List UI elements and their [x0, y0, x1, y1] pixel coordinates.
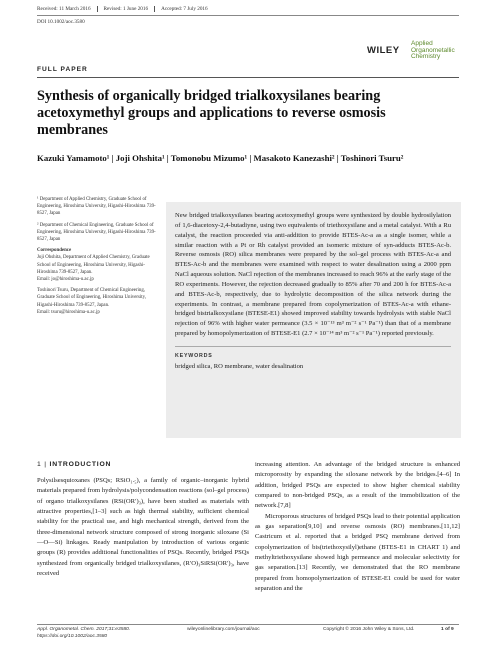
affiliations: [37, 196, 159, 320]
journal-name-line-3: Chemistry: [411, 53, 441, 60]
accepted-date: Accepted: 7 July 2016: [161, 6, 208, 13]
footer-rule: [37, 624, 459, 625]
section-rule: [37, 77, 459, 78]
correspondence-2: Toshinori Tsuru, Department of Chemical Engineering, Graduate School of Engineering, Hiroshima University, Higashi-Hiroshima 739-8527, Japan.: [37, 288, 147, 308]
received-date: Received: 11 March 2016: [37, 6, 91, 13]
intro-heading-text: INTRODUCTION: [49, 461, 112, 468]
doi[interactable]: DOI 10.1002/aoc.3580: [37, 19, 85, 25]
footer-website[interactable]: wileyonlinelibrary.com/journal/aoc: [187, 627, 260, 632]
footer-copyright: Copyright © 2016 John Wiley & Sons, Ltd.: [323, 627, 415, 632]
affiliation-1: ¹ Department of Applied Chemistry, Graduate School of Engineering, Hiroshima University, Higashi-Hiroshima 739-8527, Japan: [37, 197, 156, 217]
email-2[interactable]: Email: tsuru@hiroshima-u.ac.jp: [37, 309, 100, 315]
abstract-text: New bridged trialkoxysilanes bearing acetoxymethyl groups were synthesized by double hydrosilylation of 1,6-diacetoxy-2,4-butadiyne, using two equivalents of triethoxysilane and a metal catalyst. With a Ru catalyst, the reaction proceeded via anti-addition to provide BTES-Ac-a as a single isomer, while a similar reaction with a Pt or Rh catalyst provided an isomeric mixture of syn-adducts BTES-Ac-b. Reverse osmosis (RO) silica membranes were prepared by the sol–gel process with BTES-Ac-a and BTES-Ac-b and the membranes were examined with respect to water desalination using a 2000 ppm NaCl aqueous solution. NaCl rejection of the membranes increased to reach 96% at the early stage of the RO experiments. However, the rejection decreased gradually to 85% after 70 and 200 h for BTES-Ac-a and BTES-Ac-b, respectively, due to hydrolytic decomposition of the silica network during the experiments. In contrast, a membrane prepared from copolymerization of BTES-Ac-a with ethane-bridged bistrialkoxysilane (BTESE-E1) showed improved stability towards hydrolysis with stable NaCl rejection of 96% with higher water permeance (3.5 × 10⁻¹³ m³ m⁻² s⁻¹ Pa⁻¹) than that of a membrane prepared by homopolymerization of BTESE-E1 (2.7 × 10⁻¹⁴ m³ m⁻² s⁻¹ Pa⁻¹) reported previously.: [175, 212, 451, 338]
correspondence-1: Joji Ohshita, Department of Applied Chemistry, Graduate School of Engineering, Hiroshima University, Higashi-Hiroshima 739-8527, Japan.: [37, 255, 150, 275]
intro-heading: [37, 461, 111, 468]
correspondence-heading: Correspondence: [37, 248, 72, 254]
intro-paragraph-3: Microporous structures of bridged PSQs lead to their potential application as gas separation[9,10] and reverse osmosis (RO) membranes.[11,12] Castricum et al. reported that a bridged PSQ membrane derived from copolymerization of bis(triethoxysilyl)ethane (BTES-E1 in CHART 1) and methyltriethoxysilane showed high permeance and molecular selectivity for gas separation.[13] Recently, we demonstrated that the RO membrane prepared from homopolymerization of BTESE-E1 could be used for water separation and the: [255, 512, 460, 593]
body-column-right: [255, 460, 460, 594]
keywords-list: bridged silica, RO membrane, water desalination: [175, 362, 304, 370]
email-1[interactable]: Email: jo@hiroshima-u.ac.jp: [37, 277, 94, 283]
journal-name-line-2: Organometallic: [411, 46, 455, 54]
revised-date: Revised: 1 June 2016: [103, 6, 149, 13]
intro-paragraph-1: Polysilsesquioxanes (PSQs; RSiO₁.₅), a family of organic–inorganic hybrid materials prepared from hydrolysis/polycondensation reactions (sol–gel process) of organo trialkoxysilanes (RSi(OR′)₃), have been studied as materials with attractive properties,[1–3] such as high thermal stability, sufficient chemical stability for the practical use, and high mechanical strength, derived from the three-dimensional network structure composed of strong inorganic siloxane (Si—O—Si) linkages. Ready manipulation by introduction of various organic groups (R) provides additional functionalities of PSQs. Recently, bridged PSQs synthesized from organically bridged trialkoxysilanes, (R′O)₃SiRSi(OR′)₃, have received: [37, 477, 249, 578]
body-column-left: [37, 476, 249, 579]
article-title: Synthesis of organically bridged trialkoxysilanes bearing acetoxymethyl groups and applications to reverse osmosis membranes: [37, 88, 386, 138]
wiley-logo: WILEY: [367, 45, 400, 56]
article-history: [37, 6, 208, 12]
page-number: 1 of 9: [441, 627, 454, 632]
affiliation-2: ² Department of Chemical Engineering, Graduate School of Engineering, Hiroshima University, Higashi-Hiroshima 739-8527, Japan: [37, 222, 156, 243]
keywords-heading: KEYWORDS: [175, 352, 213, 359]
keywords-divider: [175, 346, 451, 347]
journal-name-line-1: Applied: [411, 40, 433, 47]
section-label: FULL PAPER: [37, 66, 88, 73]
intro-heading-number: 1 |: [37, 461, 47, 468]
author-list: Kazuki Yamamoto¹ | Joji Ohshita¹ | Tomonobu Mizumo¹ | Masakoto Kanezashi² | Toshinori Tsuru²: [37, 153, 404, 163]
footer-citation[interactable]: Appl. Organometal. Chem. 2017;31:e3580. https://doi.org/10.1002/aoc.3580: [37, 627, 131, 639]
journal-logo: [367, 22, 462, 62]
journal-name: [411, 41, 455, 61]
abstract-box: [166, 202, 461, 438]
header-rule: [37, 15, 459, 16]
intro-paragraph-2: increasing attention. An advantage of the bridged structure is enhanced microporosity by expanding the siloxane network by the bridges.[4–6] In addition, bridged PSQs are expected to show higher chemical stability compared to non-bridged PSQs, as a result of the immobilization of the network.[7,8]: [255, 461, 460, 510]
